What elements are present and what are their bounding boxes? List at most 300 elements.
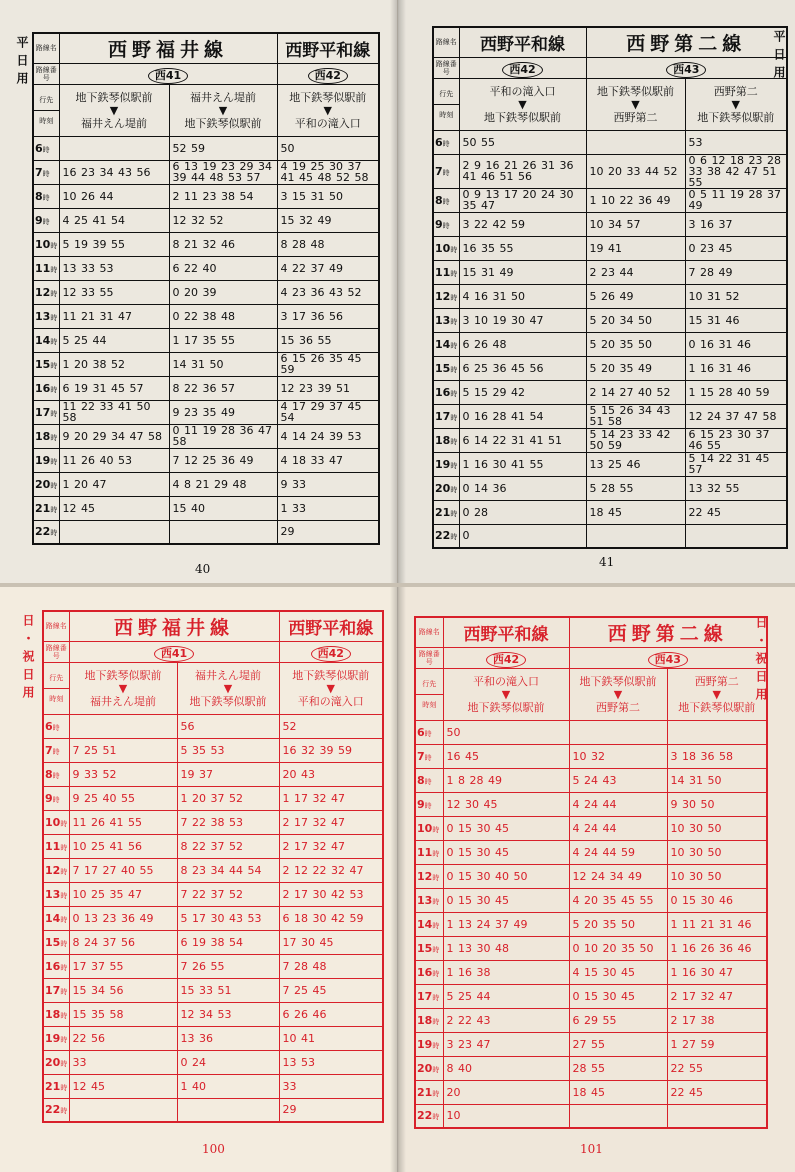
origin-stop: 地下鉄琴似駅前 xyxy=(597,84,674,98)
departure-minutes xyxy=(169,520,277,544)
hour-cell xyxy=(43,858,69,882)
departure-minutes: 8 21 32 46 xyxy=(169,232,277,256)
departure-minutes: 56 xyxy=(177,714,279,738)
departure-minutes: 12 33 55 xyxy=(59,280,169,304)
hour-cell xyxy=(33,520,59,544)
hour-cell xyxy=(433,332,459,356)
hour-row xyxy=(433,476,787,500)
hour-value: 22 xyxy=(45,1103,61,1117)
hour-row xyxy=(433,130,787,154)
hour-value: 11 xyxy=(417,845,433,859)
hour-suffix: 時 xyxy=(424,729,432,738)
route-number-label: 路線番号 xyxy=(43,641,69,662)
hour-suffix: 時 xyxy=(60,1107,68,1116)
destination-stop: 平和の滝入口 xyxy=(294,116,361,130)
origin-stop: 地下鉄琴似駅前 xyxy=(289,90,367,104)
hour-cell xyxy=(33,448,59,472)
label-divider xyxy=(44,688,69,689)
destination-stop: 西野第二 xyxy=(613,110,658,124)
hour-value: 11 xyxy=(435,265,451,279)
hour-row xyxy=(433,500,787,524)
hour-row xyxy=(43,1050,383,1074)
route-number-badge: 西42 xyxy=(486,652,526,668)
hour-suffix: 時 xyxy=(50,529,58,538)
hour-value: 8 xyxy=(45,767,53,781)
departure-minutes: 15 31 49 xyxy=(459,260,586,284)
hour-suffix: 時 xyxy=(450,269,458,278)
departure-minutes: 16 32 39 59 xyxy=(279,738,383,762)
departure-minutes: 0 15 30 45 xyxy=(569,984,667,1008)
hour-value: 16 xyxy=(417,965,433,979)
hour-row xyxy=(43,906,383,930)
departure-minutes: 6 22 40 xyxy=(169,256,277,280)
hour-cell xyxy=(415,936,443,960)
hour-cell xyxy=(43,786,69,810)
departure-minutes: 0 15 30 45 xyxy=(443,888,569,912)
hour-row xyxy=(33,304,379,328)
day-type-label: 日・祝日用 xyxy=(21,614,35,704)
destination-stop: 福井えん堤前 xyxy=(81,116,147,130)
hour-cell xyxy=(433,212,459,236)
departure-minutes: 22 45 xyxy=(685,500,787,524)
departure-minutes: 5 20 34 50 xyxy=(586,308,685,332)
departure-minutes: 5 19 39 55 xyxy=(59,232,169,256)
hour-suffix: 時 xyxy=(60,1083,68,1092)
arrow-down-icon: ▼ xyxy=(613,687,623,701)
hour-row xyxy=(433,356,787,380)
hour-suffix: 時 xyxy=(60,915,68,924)
timetable xyxy=(414,616,768,1129)
hour-cell xyxy=(33,208,59,232)
time-label: 時刻 xyxy=(39,116,54,125)
hour-row xyxy=(43,1026,383,1050)
hour-row xyxy=(415,720,767,744)
hour-cell xyxy=(33,232,59,256)
destination-stop: 地下鉄琴似駅前 xyxy=(184,116,262,130)
hour-row xyxy=(433,284,787,308)
hour-row xyxy=(433,308,787,332)
origin-stop: 西野第二 xyxy=(694,674,739,688)
hour-row xyxy=(415,1008,767,1032)
photo-separator xyxy=(0,583,795,587)
hour-value: 12 xyxy=(35,285,51,299)
hour-cell xyxy=(415,864,443,888)
departure-minutes: 9 33 xyxy=(277,472,379,496)
departure-minutes: 4 19 25 30 37 41 45 48 52 58 xyxy=(277,160,379,184)
departure-minutes: 2 17 38 xyxy=(667,1008,767,1032)
departure-minutes xyxy=(59,520,169,544)
departure-minutes: 5 15 29 42 xyxy=(459,380,586,404)
hour-value: 17 xyxy=(45,983,61,997)
line-name: 西野第二線 xyxy=(569,617,767,647)
hour-suffix: 時 xyxy=(50,337,58,346)
hour-cell xyxy=(415,1080,443,1104)
departure-minutes: 33 xyxy=(69,1050,177,1074)
route-name-row xyxy=(433,27,787,57)
hour-suffix: 時 xyxy=(450,365,458,374)
departure-minutes: 7 22 37 52 xyxy=(177,882,279,906)
departure-minutes: 4 14 24 39 53 xyxy=(277,424,379,448)
hour-row xyxy=(415,1080,767,1104)
hour-row xyxy=(43,930,383,954)
departure-minutes: 6 25 36 45 56 xyxy=(459,356,586,380)
destination-stop: 地下鉄琴似駅前 xyxy=(467,700,545,714)
departure-minutes: 0 16 28 41 54 xyxy=(459,404,586,428)
departure-minutes: 5 24 43 xyxy=(569,768,667,792)
hour-cell xyxy=(415,768,443,792)
hour-value: 20 xyxy=(35,477,51,491)
hour-value: 15 xyxy=(417,941,433,955)
hour-value: 10 xyxy=(417,821,433,835)
route-number-badge: 西43 xyxy=(648,652,688,668)
departure-minutes: 7 17 27 40 55 xyxy=(69,858,177,882)
departure-minutes: 3 10 19 30 47 xyxy=(459,308,586,332)
hour-cell xyxy=(433,284,459,308)
route-badge-cell xyxy=(69,641,279,662)
hour-value: 8 xyxy=(435,193,443,207)
hour-row xyxy=(33,328,379,352)
hour-value: 17 xyxy=(417,989,433,1003)
departure-minutes: 7 22 38 53 xyxy=(177,810,279,834)
route-badge-cell xyxy=(59,63,277,84)
departure-minutes: 5 25 44 xyxy=(443,984,569,1008)
hour-value: 8 xyxy=(35,189,43,203)
hour-row xyxy=(33,208,379,232)
hour-cell xyxy=(43,834,69,858)
hour-value: 13 xyxy=(417,893,433,907)
departure-minutes: 13 25 46 xyxy=(586,452,685,476)
origin-stop: 福井えん堤前 xyxy=(195,668,261,682)
line-name: 西野第二線 xyxy=(586,27,787,57)
route-number-badge: 西43 xyxy=(666,62,706,78)
destination-stop: 地下鉄琴似駅前 xyxy=(189,694,267,708)
hour-suffix: 時 xyxy=(450,389,458,398)
route-number-badge: 西42 xyxy=(308,68,348,84)
hour-row xyxy=(415,840,767,864)
hour-row xyxy=(433,236,787,260)
departure-minutes: 50 xyxy=(443,720,569,744)
departure-minutes: 10 25 41 56 xyxy=(69,834,177,858)
dest-time-label xyxy=(33,84,59,136)
departure-minutes: 18 45 xyxy=(586,500,685,524)
hour-cell xyxy=(415,888,443,912)
departure-minutes: 28 55 xyxy=(569,1056,667,1080)
hour-suffix: 時 xyxy=(60,1059,68,1068)
hour-value: 10 xyxy=(35,237,51,251)
departure-minutes: 6 18 30 42 59 xyxy=(279,906,383,930)
hour-cell xyxy=(43,882,69,906)
route-name-row xyxy=(43,611,383,641)
departure-minutes xyxy=(69,1098,177,1122)
departure-minutes: 5 20 35 50 xyxy=(569,912,667,936)
hour-suffix: 時 xyxy=(450,245,458,254)
hour-cell xyxy=(415,1032,443,1056)
hour-row xyxy=(43,810,383,834)
hour-value: 9 xyxy=(45,791,53,805)
hour-suffix: 時 xyxy=(60,939,68,948)
hour-value: 6 xyxy=(45,719,53,733)
hour-suffix: 時 xyxy=(424,777,432,786)
hour-cell xyxy=(433,260,459,284)
departure-minutes: 1 16 30 41 55 xyxy=(459,452,586,476)
timetable xyxy=(32,32,380,545)
departure-minutes: 11 22 33 41 50 58 xyxy=(59,400,169,424)
departure-minutes: 0 15 30 40 50 xyxy=(443,864,569,888)
departure-minutes: 0 16 31 46 xyxy=(685,332,787,356)
departure-minutes: 0 22 38 48 xyxy=(169,304,277,328)
hour-row xyxy=(433,428,787,452)
departure-minutes: 1 17 32 47 xyxy=(279,786,383,810)
hour-value: 18 xyxy=(417,1013,433,1027)
departure-minutes: 11 26 41 55 xyxy=(69,810,177,834)
hour-suffix: 時 xyxy=(52,723,60,732)
arrow-down-icon: ▼ xyxy=(326,681,335,695)
arrow-down-icon: ▼ xyxy=(712,687,721,701)
hour-value: 7 xyxy=(35,165,43,179)
hour-value: 18 xyxy=(35,429,51,443)
hour-suffix: 時 xyxy=(50,265,58,274)
departure-minutes: 12 23 39 51 xyxy=(277,376,379,400)
hour-cell xyxy=(43,1074,69,1098)
hour-suffix: 時 xyxy=(52,771,60,780)
departure-minutes: 4 16 31 50 xyxy=(459,284,586,308)
departure-minutes: 53 xyxy=(685,130,787,154)
timetable-page-41 xyxy=(398,0,795,584)
destination-cell xyxy=(586,78,685,130)
destination-cell xyxy=(69,662,177,714)
hour-row xyxy=(33,400,379,424)
hour-cell xyxy=(43,1098,69,1122)
departure-minutes xyxy=(586,130,685,154)
departure-minutes: 7 26 55 xyxy=(177,954,279,978)
hour-suffix: 時 xyxy=(60,843,68,852)
departure-minutes: 17 37 55 xyxy=(69,954,177,978)
hour-value: 19 xyxy=(435,457,451,471)
hour-suffix: 時 xyxy=(432,993,440,1002)
departure-minutes: 10 20 33 44 52 xyxy=(586,154,685,188)
hour-suffix: 時 xyxy=(60,987,68,996)
departure-minutes: 10 34 57 xyxy=(586,212,685,236)
departure-minutes: 1 16 30 47 xyxy=(667,960,767,984)
hour-value: 15 xyxy=(45,935,61,949)
departure-minutes xyxy=(667,720,767,744)
hour-cell xyxy=(415,720,443,744)
departure-minutes xyxy=(667,1104,767,1128)
departure-minutes: 1 16 38 xyxy=(443,960,569,984)
hour-row xyxy=(43,1098,383,1122)
departure-minutes: 1 11 21 31 46 xyxy=(667,912,767,936)
route-number-badge: 西41 xyxy=(148,68,188,84)
departure-minutes: 8 22 37 52 xyxy=(177,834,279,858)
hour-cell xyxy=(43,1026,69,1050)
hour-suffix: 時 xyxy=(42,145,50,154)
route-badge-cell xyxy=(569,647,767,668)
dest-time-label xyxy=(433,78,459,130)
origin-stop: 地下鉄琴似駅前 xyxy=(292,668,370,682)
departure-minutes: 22 55 xyxy=(667,1056,767,1080)
departure-minutes: 8 23 34 44 54 xyxy=(177,858,279,882)
hour-suffix: 時 xyxy=(50,457,58,466)
hour-value: 12 xyxy=(45,863,61,877)
route-number-badge: 西42 xyxy=(311,646,351,662)
departure-minutes: 1 13 30 48 xyxy=(443,936,569,960)
hour-suffix: 時 xyxy=(432,921,440,930)
hour-value: 19 xyxy=(35,453,51,467)
departure-minutes: 0 14 36 xyxy=(459,476,586,500)
departure-minutes: 18 45 xyxy=(569,1080,667,1104)
departure-minutes: 4 23 36 43 52 xyxy=(277,280,379,304)
hour-suffix: 時 xyxy=(52,747,60,756)
hour-cell xyxy=(43,738,69,762)
hour-cell xyxy=(43,978,69,1002)
hour-cell xyxy=(415,816,443,840)
hour-row xyxy=(433,260,787,284)
departure-minutes: 11 26 40 53 xyxy=(59,448,169,472)
dest-label: 行先 xyxy=(49,673,64,682)
hour-row xyxy=(43,882,383,906)
departure-minutes: 1 8 28 49 xyxy=(443,768,569,792)
departure-minutes: 1 20 38 52 xyxy=(59,352,169,376)
hour-value: 14 xyxy=(35,333,51,347)
departure-minutes: 10 41 xyxy=(279,1026,383,1050)
departure-minutes: 13 32 55 xyxy=(685,476,787,500)
hour-value: 7 xyxy=(45,743,53,757)
destination-cell xyxy=(177,662,279,714)
hour-suffix: 時 xyxy=(432,1089,440,1098)
hour-value: 20 xyxy=(417,1061,433,1075)
hour-cell xyxy=(43,954,69,978)
departure-minutes: 10 30 50 xyxy=(667,816,767,840)
route-name-label: 路線名 xyxy=(43,611,69,641)
departure-minutes: 15 35 58 xyxy=(69,1002,177,1026)
destination-cell xyxy=(459,78,586,130)
departure-minutes: 7 28 48 xyxy=(279,954,383,978)
departure-minutes: 1 10 22 36 49 xyxy=(586,188,685,212)
departure-minutes: 2 14 27 40 52 xyxy=(586,380,685,404)
hour-cell xyxy=(433,188,459,212)
destination-row xyxy=(43,662,383,714)
hour-cell xyxy=(415,1056,443,1080)
departure-minutes: 2 17 32 47 xyxy=(667,984,767,1008)
hour-suffix: 時 xyxy=(42,217,50,226)
destination-stop: 平和の滝入口 xyxy=(297,694,364,708)
departure-minutes: 0 24 xyxy=(177,1050,279,1074)
hour-value: 12 xyxy=(435,289,451,303)
hour-row xyxy=(415,888,767,912)
hour-suffix: 時 xyxy=(50,313,58,322)
hour-suffix: 時 xyxy=(450,485,458,494)
hour-row xyxy=(433,332,787,356)
hour-suffix: 時 xyxy=(50,505,58,514)
hour-cell xyxy=(33,472,59,496)
hour-suffix: 時 xyxy=(432,945,440,954)
departure-minutes: 16 23 34 43 56 xyxy=(59,160,169,184)
departure-minutes: 3 22 42 59 xyxy=(459,212,586,236)
destination-stop: 地下鉄琴似駅前 xyxy=(678,700,756,714)
hour-suffix: 時 xyxy=(442,139,450,148)
route-badge-cell xyxy=(586,57,787,78)
hour-row xyxy=(43,762,383,786)
hour-row xyxy=(33,496,379,520)
hour-row xyxy=(33,136,379,160)
hour-value: 13 xyxy=(45,887,61,901)
departure-minutes xyxy=(177,1098,279,1122)
departure-minutes: 0 23 45 xyxy=(685,236,787,260)
hour-row xyxy=(415,816,767,840)
departure-minutes: 15 34 56 xyxy=(69,978,177,1002)
page-number: 100 xyxy=(202,1142,225,1156)
hour-row xyxy=(433,380,787,404)
departure-minutes: 6 19 31 45 57 xyxy=(59,376,169,400)
departure-minutes: 3 23 47 xyxy=(443,1032,569,1056)
departure-minutes xyxy=(685,524,787,548)
departure-minutes: 10 25 35 47 xyxy=(69,882,177,906)
hour-value: 20 xyxy=(45,1055,61,1069)
hour-suffix: 時 xyxy=(50,361,58,370)
hour-value: 15 xyxy=(35,357,51,371)
departure-minutes: 1 15 28 40 59 xyxy=(685,380,787,404)
hour-suffix: 時 xyxy=(432,1041,440,1050)
route-name-row xyxy=(415,617,767,647)
departure-minutes: 15 40 xyxy=(169,496,277,520)
departure-minutes: 50 xyxy=(277,136,379,160)
hour-cell xyxy=(433,404,459,428)
route-number-row xyxy=(415,647,767,668)
dest-time-label xyxy=(43,662,69,714)
route-badge-cell xyxy=(279,641,383,662)
hour-suffix: 時 xyxy=(50,289,58,298)
hour-suffix: 時 xyxy=(432,1017,440,1026)
hour-row xyxy=(33,352,379,376)
departure-minutes: 29 xyxy=(277,520,379,544)
destination-cell xyxy=(277,84,379,136)
departure-minutes: 12 24 37 47 58 xyxy=(685,404,787,428)
departure-minutes: 50 55 xyxy=(459,130,586,154)
hour-value: 21 xyxy=(45,1079,61,1093)
hour-value: 11 xyxy=(45,839,61,853)
hour-row xyxy=(33,376,379,400)
hour-row xyxy=(33,472,379,496)
hour-value: 13 xyxy=(435,313,451,327)
departure-minutes: 9 20 29 34 47 58 xyxy=(59,424,169,448)
departure-minutes: 11 21 31 47 xyxy=(59,304,169,328)
arrow-down-icon: ▼ xyxy=(218,103,228,117)
time-label: 時刻 xyxy=(422,700,437,709)
departure-minutes: 5 20 35 50 xyxy=(586,332,685,356)
hour-suffix: 時 xyxy=(450,413,458,422)
departure-minutes: 52 59 xyxy=(169,136,277,160)
line-name: 西野福井線 xyxy=(69,611,279,641)
hour-suffix: 時 xyxy=(450,341,458,350)
route-name-row xyxy=(33,33,379,63)
hour-row xyxy=(33,448,379,472)
hour-value: 14 xyxy=(417,917,433,931)
hour-cell xyxy=(415,912,443,936)
hour-value: 17 xyxy=(435,409,451,423)
departure-minutes: 3 18 36 58 xyxy=(667,744,767,768)
hour-suffix: 時 xyxy=(60,891,68,900)
hour-row xyxy=(415,984,767,1008)
departure-minutes: 1 16 26 36 46 xyxy=(667,936,767,960)
hour-row xyxy=(415,768,767,792)
route-name-label: 路線名 xyxy=(33,33,59,63)
departure-minutes: 29 xyxy=(279,1098,383,1122)
destination-stop: 地下鉄琴似駅前 xyxy=(484,110,561,124)
hour-row xyxy=(33,256,379,280)
hour-suffix: 時 xyxy=(424,753,432,762)
hour-cell xyxy=(33,352,59,376)
departure-minutes: 16 45 xyxy=(443,744,569,768)
